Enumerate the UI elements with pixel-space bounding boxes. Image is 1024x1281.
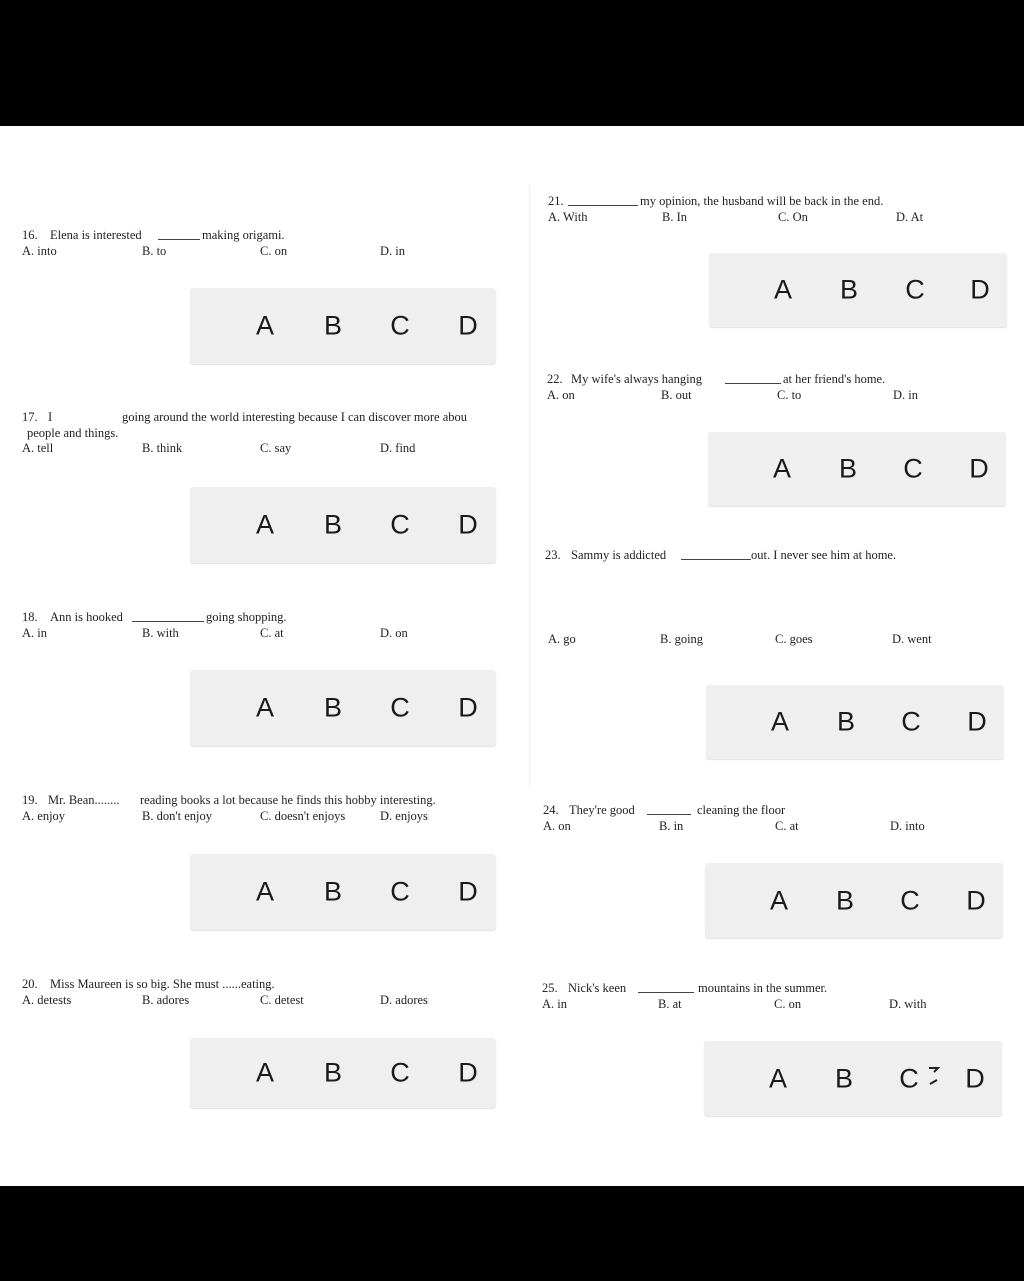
answer-choice-d[interactable]: D	[967, 706, 987, 737]
answer-choice-c[interactable]: C	[390, 310, 410, 341]
answer-choice-c[interactable]: C	[390, 1057, 410, 1088]
answer-choice-d[interactable]: D	[458, 509, 478, 540]
question-text-post: cleaning the floor	[697, 803, 786, 817]
option-b: B. going	[660, 632, 704, 646]
question-text-post: out. I never see him at home.	[751, 548, 897, 562]
answer-choice-d[interactable]: D	[458, 1057, 478, 1088]
answer-choice-d[interactable]: D	[969, 453, 989, 484]
option-d: D. At	[896, 210, 924, 224]
answer-choice-a[interactable]: A	[255, 692, 275, 723]
option-a: A. in	[22, 626, 47, 640]
option-d: D. into	[890, 819, 925, 833]
option-d: D. adores	[380, 993, 428, 1007]
option-b: B. in	[659, 819, 684, 833]
option-c: C. to	[777, 388, 802, 402]
question-number: 19.	[22, 793, 38, 807]
answer-blank	[132, 610, 204, 622]
question-text-pre: Ann is hooked	[50, 610, 123, 624]
option-c: C. say	[260, 441, 292, 455]
answer-choice-c[interactable]: C	[390, 509, 410, 540]
column-divider	[529, 186, 530, 786]
question-20	[22, 977, 522, 1009]
answer-choice-c[interactable]: C	[899, 1063, 919, 1093]
question-number: 23.	[545, 548, 561, 562]
option-c: C. goes	[775, 632, 813, 646]
answer-choice-b[interactable]: B	[834, 1063, 854, 1093]
answer-choice-a[interactable]: A	[769, 885, 789, 915]
answer-box-19	[190, 854, 496, 930]
option-a: A. With	[548, 210, 588, 224]
question-25	[542, 981, 1002, 1013]
question-19	[22, 793, 522, 825]
answer-choice-d[interactable]: D	[458, 692, 478, 723]
option-a: A. in	[542, 997, 567, 1011]
question-text-pre: Miss Maureen is so big. She must ......eating.	[50, 977, 275, 991]
question-number: 24.	[543, 803, 559, 817]
question-23	[545, 548, 1005, 648]
question-text-pre: My wife's always hanging	[571, 372, 703, 386]
answer-choice-b[interactable]: B	[835, 885, 855, 915]
option-c: C. at	[260, 626, 284, 640]
answer-blank	[725, 372, 781, 384]
answer-choice-c[interactable]: C	[903, 453, 923, 484]
question-21	[548, 194, 1008, 226]
answer-choice-d[interactable]: D	[965, 1063, 985, 1093]
option-a: A. into	[22, 244, 57, 258]
option-b: B. In	[662, 210, 687, 224]
answer-choice-c[interactable]: C	[390, 692, 410, 723]
question-text-post: mountains in the summer.	[698, 981, 828, 995]
answer-choice-a[interactable]: A	[773, 274, 793, 305]
option-c: C. at	[775, 819, 799, 833]
option-b: B. at	[658, 997, 682, 1011]
bottom-black-bar	[0, 1186, 1024, 1281]
option-c: C. detest	[260, 993, 304, 1007]
answer-choice-a[interactable]: A	[255, 1057, 275, 1088]
option-d: D. find	[380, 441, 416, 455]
question-22	[547, 372, 1007, 404]
option-d: D. in	[380, 244, 405, 258]
answer-choice-b[interactable]: B	[838, 453, 858, 484]
option-a: A. tell	[22, 441, 54, 455]
worksheet-page	[0, 126, 1024, 1186]
answer-blank	[638, 981, 694, 993]
question-number: 22.	[547, 372, 563, 386]
answer-choice-a[interactable]: A	[255, 310, 275, 341]
question-text-pre: They're good	[569, 803, 635, 817]
answer-choice-b[interactable]: B	[323, 509, 343, 540]
question-text-post: at her friend's home.	[783, 372, 886, 386]
option-a: A. go	[548, 632, 576, 646]
question-number: 21.	[548, 194, 564, 208]
answer-box-20	[190, 1038, 496, 1108]
top-black-bar	[0, 0, 1024, 126]
answer-choice-a[interactable]: A	[772, 453, 792, 484]
answer-blank	[647, 803, 691, 815]
answer-choice-c[interactable]: C	[905, 274, 925, 305]
question-text-post: going around the world interesting because I can discover more abou	[122, 410, 468, 424]
option-a: A. on	[547, 388, 575, 402]
answer-choice-a[interactable]: A	[768, 1063, 788, 1093]
answer-choice-d[interactable]: D	[458, 876, 478, 907]
option-c: C. on	[774, 997, 802, 1011]
question-text-pre: I	[48, 410, 53, 424]
answer-box-16	[190, 288, 496, 364]
answer-box-21	[709, 253, 1007, 327]
answer-choice-c[interactable]: C	[390, 876, 410, 907]
answer-choice-b[interactable]: B	[323, 876, 343, 907]
option-b: B. don't enjoy	[142, 809, 212, 823]
question-number: 16.	[22, 228, 38, 242]
answer-choice-a[interactable]: A	[255, 509, 275, 540]
question-18	[22, 610, 522, 642]
answer-choice-d[interactable]: D	[458, 310, 478, 341]
answer-choice-a[interactable]: A	[770, 706, 790, 737]
answer-blank	[158, 228, 200, 240]
question-text-post: making origami.	[202, 228, 285, 242]
option-b: B. out	[661, 388, 692, 402]
option-a: A. detests	[22, 993, 72, 1007]
answer-box-24	[705, 863, 1003, 938]
answer-choice-d[interactable]: D	[970, 274, 990, 305]
question-24	[543, 803, 1003, 835]
option-b: B. think	[142, 441, 183, 455]
question-text-pre: Mr. Bean........	[48, 793, 120, 807]
question-text-post: reading books a lot because he finds this hobby interesting.	[140, 793, 436, 807]
answer-choice-b[interactable]: B	[323, 1057, 343, 1088]
answer-choice-a[interactable]: A	[255, 876, 275, 907]
option-c: C. On	[778, 210, 808, 224]
question-text-post: my opinion, the husband will be back in the end.	[640, 194, 884, 208]
answer-box-17	[190, 487, 496, 563]
answer-box-18	[190, 670, 496, 746]
option-b: B. to	[142, 244, 167, 258]
question-number: 18.	[22, 610, 38, 624]
question-17	[22, 410, 527, 457]
answer-choice-d[interactable]: D	[966, 885, 986, 915]
answer-blank	[568, 194, 638, 206]
option-b: B. with	[142, 626, 179, 640]
question-number: 20.	[22, 977, 38, 991]
question-16	[22, 228, 522, 260]
option-d: D. on	[380, 626, 408, 640]
answer-choice-b[interactable]: B	[839, 274, 859, 305]
answer-choice-b[interactable]: B	[323, 310, 343, 341]
option-b: B. adores	[142, 993, 190, 1007]
option-c: C. on	[260, 244, 288, 258]
answer-choice-b[interactable]: B	[836, 706, 856, 737]
option-d: D. went	[892, 632, 932, 646]
question-text-pre: Sammy is addicted	[571, 548, 667, 562]
question-number: 25.	[542, 981, 558, 995]
option-a: A. on	[543, 819, 571, 833]
answer-choice-b[interactable]: B	[323, 692, 343, 723]
option-a: A. enjoy	[22, 809, 66, 823]
option-d: D. in	[893, 388, 918, 402]
question-text-line2: people and things.	[27, 426, 119, 440]
answer-box-23	[706, 685, 1004, 759]
question-text-pre: Nick's keen	[568, 981, 627, 995]
option-d: D. enjoys	[380, 809, 428, 823]
answer-box-25	[704, 1041, 1002, 1116]
question-text-post: going shopping.	[206, 610, 287, 624]
option-c: C. doesn't enjoys	[260, 809, 346, 823]
question-number: 17.	[22, 410, 38, 424]
answer-box-22	[708, 432, 1006, 506]
cursor-icon	[928, 1065, 940, 1087]
option-d: D. with	[889, 997, 927, 1011]
answer-choice-c[interactable]: C	[900, 885, 920, 915]
question-text-pre: Elena is interested	[50, 228, 142, 242]
answer-choice-c[interactable]: C	[901, 706, 921, 737]
answer-blank	[681, 548, 751, 560]
